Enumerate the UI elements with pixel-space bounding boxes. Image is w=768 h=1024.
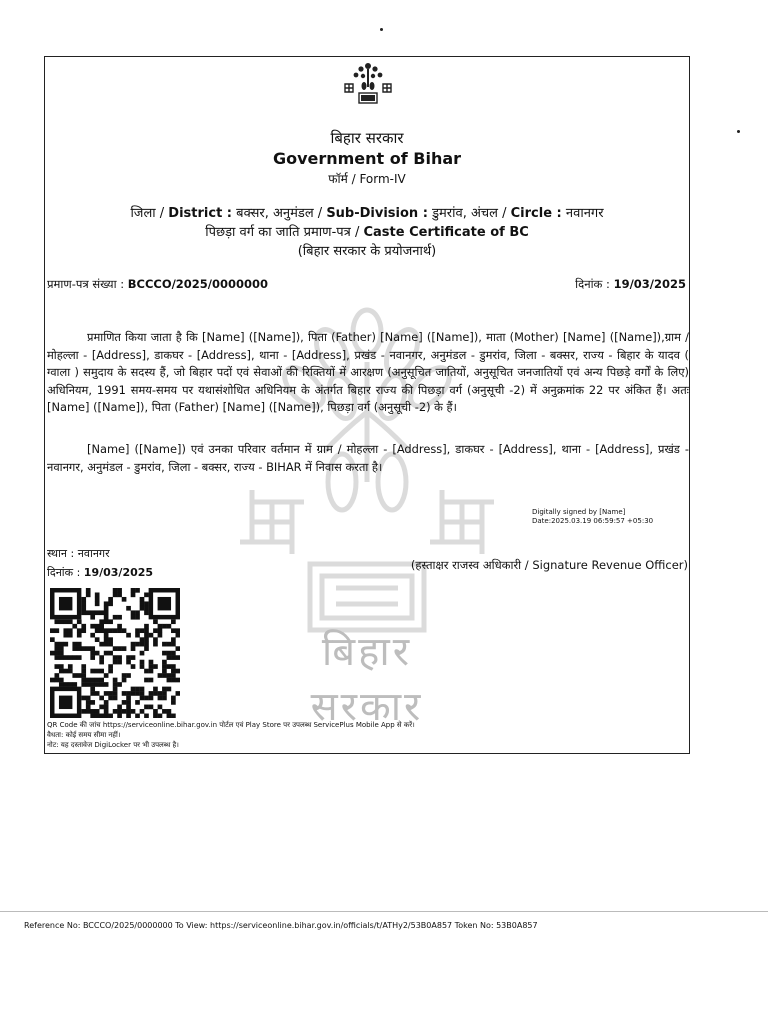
watermark-text: बिहार सरकार bbox=[310, 629, 424, 730]
qr-finder-pattern bbox=[52, 689, 79, 716]
scan-mark bbox=[380, 28, 383, 31]
circle-value: नवानगर bbox=[565, 206, 604, 221]
footer-date bbox=[47, 565, 153, 580]
digilocker-note: नोट: यह दस्तावेज DigiLocker पर भी उपलब्ध है। bbox=[47, 741, 179, 749]
district-label-hindi: जिला / bbox=[130, 206, 165, 221]
certificate-body-paragraph: प्रमाणित किया जाता है कि [Name] ([Name]), पिता (Father) [Name] ([Name]), माता (Mother) [Name] ([Name]),ग्राम / मोहल्ला - [Address], डाकघर - [Address], थाना - [Address], प्रखंड - नवानगर, अनुमंडल - डुमरांव, जिला - बक्सर, राज्य - बिहार के यादव ( ग्वाला ) समुदाय के सदस्य हैं, जो बिहार पदों एवं सेवाओं की रिक्तियों में आरक्षण (अनुसूचित जातियों, अनुसूचित जनजातियों एवं अन्य पिछड़े वर्गों के लिए) अधिनियम, 1991 समय-समय पर यथासंशोधित अधिनियम के अंतर्गत बिहार राज्य की पिछड़ा वर्ग (अनुसूची -2) में अनुक्रमांक 22 पर अंकित हैं। अतः [Name] ([Name]), पिता (Father) [Name] ([Name]), पिछड़ा वर्ग (अनुसूची -2) के हैं। bbox=[47, 330, 689, 415]
place bbox=[47, 546, 110, 561]
qr-verification-note: QR Code की जांच https://serviceonline.bihar.gov.in पोर्टल एवं Play Store पर उपलब्ध ServicePlus Mobile App से करें। bbox=[47, 721, 415, 729]
qr-code-icon[interactable] bbox=[50, 588, 180, 718]
form-title bbox=[44, 170, 690, 187]
bihar-emblem-icon bbox=[339, 60, 397, 108]
digital-signature-date: Date:2025.03.19 06:59:57 +05:30 bbox=[532, 517, 654, 525]
certificate-purpose: (बिहार सरकार के प्रयोजनार्थ) bbox=[297, 244, 437, 259]
digital-signature bbox=[532, 508, 653, 526]
caste-certificate-title bbox=[44, 222, 690, 240]
issue-date-label: दिनांक : bbox=[575, 277, 610, 291]
district-line bbox=[44, 203, 690, 221]
digital-signature-signer: Digitally signed by [Name] bbox=[532, 508, 626, 516]
qr-finder-pattern bbox=[151, 590, 178, 617]
place-value: नवानगर bbox=[77, 547, 110, 560]
form-label-english: Form-IV bbox=[359, 172, 406, 186]
validity-note: वैधता: कोई समय सीमा नहीं। bbox=[47, 731, 121, 739]
divider bbox=[0, 911, 768, 912]
residence-paragraph: [Name] ([Name]) एवं उनका परिवार वर्तमान में ग्राम / मोहल्ला - [Address], डाकघर - [Address], थाना - [Address], प्रखंड - नवानगर, अनुमंडल - डुमरांव, जिला - बक्सर, राज्य - BIHAR में निवास करता है। bbox=[47, 442, 689, 474]
government-english: Government of Bihar bbox=[272, 149, 462, 168]
scan-mark bbox=[737, 130, 740, 133]
subdivision-value: डुमरांव, अंचल / bbox=[432, 206, 507, 221]
circle-label: Circle : bbox=[510, 206, 562, 221]
issue-date bbox=[575, 277, 686, 292]
qr-finder-pattern bbox=[52, 590, 79, 617]
district-label: District : bbox=[168, 206, 233, 221]
issue-date-value: 19/03/2025 bbox=[613, 277, 686, 291]
footer-date-label: दिनांक : bbox=[47, 566, 81, 579]
district-value: बक्सर, अनुमंडल / bbox=[236, 206, 323, 221]
subdivision-label: Sub-Division : bbox=[326, 206, 428, 221]
caste-cert-english: Caste Certificate of BC bbox=[363, 225, 529, 240]
form-label-hindi: फॉर्म / bbox=[328, 172, 356, 186]
place-label: स्थान : bbox=[47, 547, 75, 560]
government-hindi: बिहार सरकार bbox=[330, 129, 404, 147]
certificate-number-label: प्रमाण-पत्र संख्या : bbox=[47, 277, 125, 291]
certificate-number bbox=[47, 277, 268, 292]
certificate-number-value: BCCCO/2025/0000000 bbox=[127, 277, 269, 291]
reference-line: Reference No: BCCCO/2025/0000000 To View: https://serviceonline.bihar.gov.in/officials/t/ATHy2/53B0A857 Token No: 53B0A857 bbox=[24, 921, 538, 930]
caste-cert-hindi: पिछड़ा वर्ग का जाति प्रमाण-पत्र / bbox=[205, 225, 360, 240]
signature-revenue-officer: (हस्ताक्षर राजस्व अधिकारी / Signature Revenue Officer) bbox=[410, 558, 688, 572]
footer-date-value: 19/03/2025 bbox=[83, 566, 154, 579]
